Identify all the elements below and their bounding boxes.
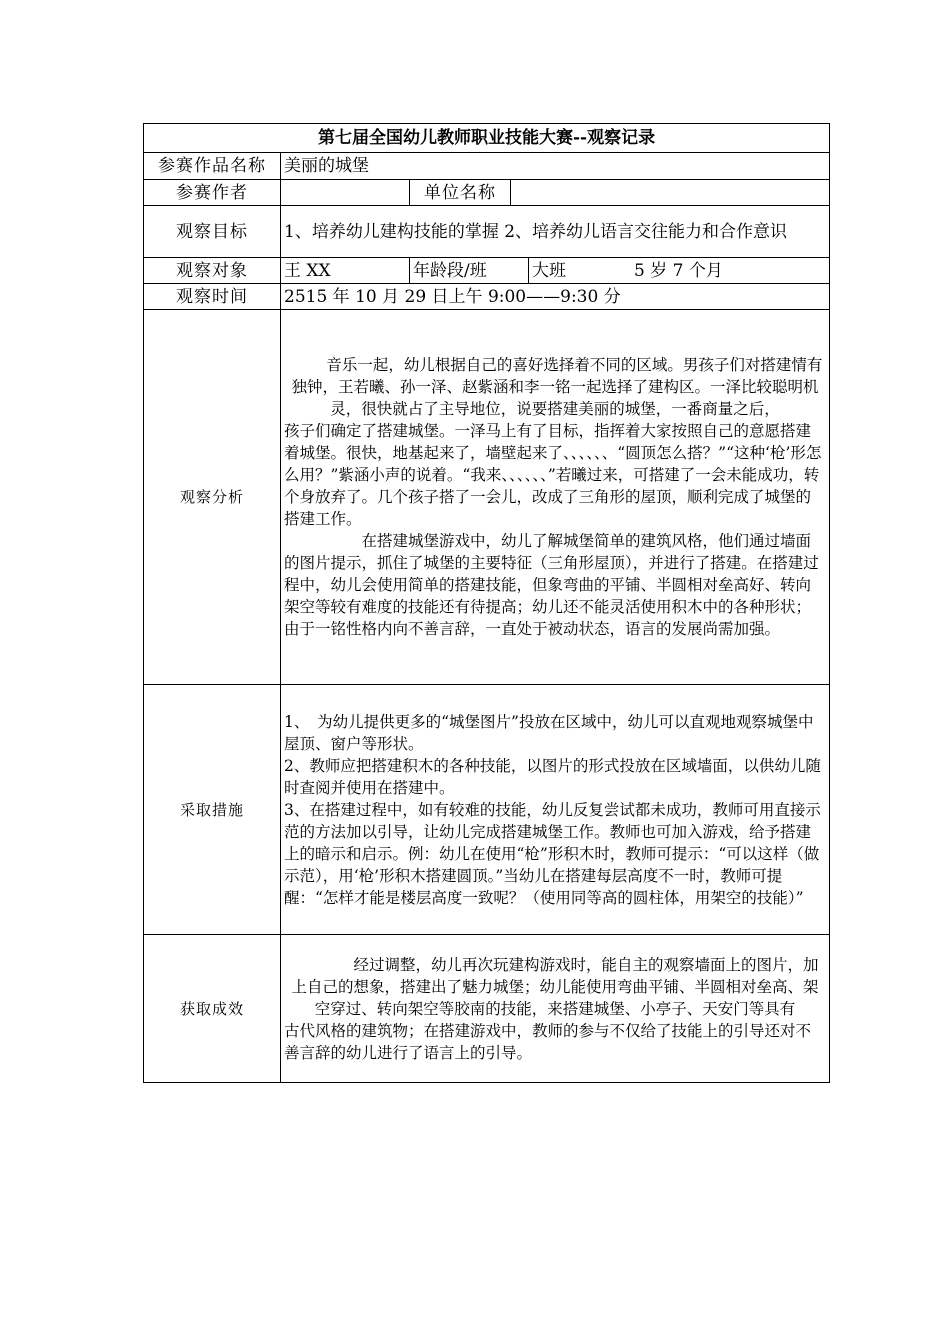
measures-label: 采取措施 [144, 685, 281, 935]
results-paragraph: 经过调整，幼儿再次玩建构游戏时，能自主的观察墙面上的图片，加上自己的想象，搭建出了魅力城堡；幼儿能使用弯曲平铺、半圆相对垒高、架空穿过、转向架空等胶南的技能，来搭建城堡、小亭子、天安门等具有 [291, 955, 819, 1018]
measures-paragraph: 3、在搭建过程中，如有较难的技能，幼儿反复尝试都未成功，教师可用直接示范的方法加以引导，让幼儿完成搭建城堡工作。教师也可加入游戏，给予搭建上的暗示和启示。例：幼儿在使用“枪”形积木时，教师可提示：“可以这样（做示范），用‘枪’形积木搭建圆顶。”当幼儿在搭建每层高度不一时，教师可提醒：“怎样才能是楼层高度一致呢？（使用同等高的圆柱体，用架空的技能）” [284, 800, 821, 907]
analysis-content [281, 310, 830, 685]
analysis-label: 观察分析 [144, 310, 281, 685]
time-value: 2515 年 10 月 29 日上午 9:00——9:30 分 [281, 284, 830, 310]
results-content [281, 935, 830, 1083]
author-label: 参赛作者 [144, 180, 281, 206]
class-age-cell [529, 258, 830, 284]
age-value: 5 岁 7 个月 [634, 260, 723, 281]
results-label: 获取成效 [144, 935, 281, 1083]
work-name-label: 参赛作品名称 [144, 153, 281, 180]
time-label: 观察时间 [144, 284, 281, 310]
class-value: 大班 [532, 260, 566, 281]
results-paragraph: 古代风格的建筑物；在搭建游戏中，教师的参与不仅给了技能上的引导还对不善言辞的幼儿进行了语言上的引导。 [284, 1021, 812, 1062]
measures-paragraph: 1、 为幼儿提供更多的“城堡图片”投放在区域中，幼儿可以直观地观察城堡中屋顶、窗户等形状。 [284, 712, 814, 753]
goal-label: 观察目标 [144, 206, 281, 258]
author-value [281, 180, 410, 206]
observation-record-table [143, 123, 830, 1083]
measures-paragraph: 2、教师应把搭建积木的各种技能，以图片的形式投放在区域墙面，以供幼儿随时查阅并使用在搭建中。 [284, 756, 821, 797]
analysis-paragraph: 孩子们确定了搭建城堡。一泽马上有了目标，指挥着大家按照自己的意愿搭建着城堡。很快，地基起来了，墙壁起来了、、、、、、“圆顶怎么搭？”“这种‘枪’形怎么用？”紫涵小声的说着。“我来、、、、、、”若曦过来，可搭建了一会未能成功，转个身放弃了。几个孩子搭了一会儿，改成了三角形的屋顶，顺利完成了城堡的搭建工作。 [284, 422, 822, 528]
measures-content [281, 685, 830, 935]
record-title: 第七届全国幼儿教师职业技能大赛--观察记录 [144, 124, 830, 153]
subject-label: 观察对象 [144, 258, 281, 284]
goal-value: 1、培养幼儿建构技能的掌握 2、培养幼儿语言交往能力和合作意识 [281, 206, 830, 258]
subject-name: 王 XX [281, 258, 410, 284]
analysis-paragraph: 音乐一起，幼儿根据自己的喜好选择着不同的区域。男孩子们对搭建情有独钟，王若曦、孙一泽、赵紫涵和李一铭一起选择了建构区。一泽比较聪明机灵，很快就占了主导地位，说要搭建美丽的城堡，一番商量之后， [291, 356, 823, 418]
unit-label: 单位名称 [410, 180, 511, 206]
work-name-value: 美丽的城堡 [281, 153, 830, 180]
age-group-label: 年龄段/班 [410, 258, 529, 284]
unit-value [511, 180, 830, 206]
analysis-paragraph: 在搭建城堡游戏中，幼儿了解城堡简单的建筑风格，他们通过墙面的图片提示，抓住了城堡的主要特征（三角形屋顶），并进行了搭建。在搭建过程中，幼儿会使用简单的搭建技能，但象弯曲的平铺、半圆相对垒高好、转向架空等较有难度的技能还有待提高；幼儿还不能灵活使用积木中的各种形状；由于一铭性格内向不善言辞，一直处于被动状态，语言的发展尚需加强。 [284, 532, 819, 638]
